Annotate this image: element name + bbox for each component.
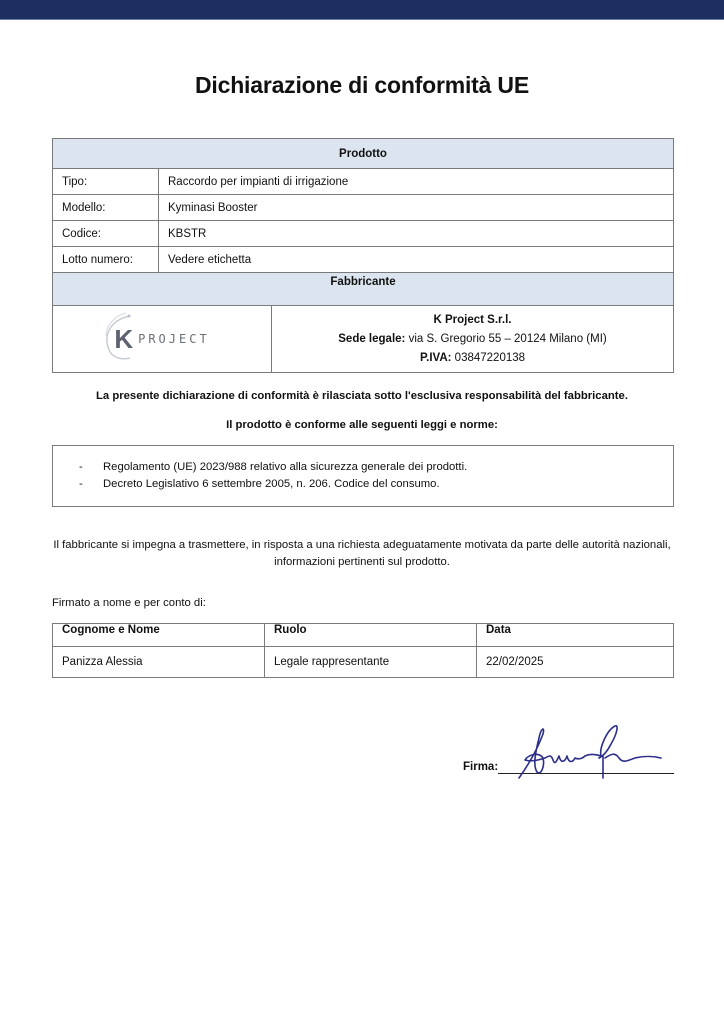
- logo-cell: [53, 306, 272, 372]
- table-row: [53, 647, 674, 678]
- product-section-header: Prodotto: [53, 139, 674, 169]
- name-header: Cognome e Nome: [53, 624, 265, 647]
- role-header: Ruolo: [265, 624, 477, 647]
- codice-label: Codice:: [53, 221, 159, 247]
- logo-letter: K: [114, 323, 133, 354]
- date-header: Data: [477, 624, 674, 647]
- logo-swirl-icon: [100, 312, 140, 362]
- table-row: [53, 169, 674, 195]
- name-value: Panizza Alessia: [53, 647, 265, 678]
- tipo-value: Raccordo per impianti di irrigazione: [159, 169, 674, 195]
- role-value: Legale rappresentante: [265, 647, 477, 678]
- date-value: 22/02/2025: [477, 647, 674, 678]
- table-row: [53, 247, 674, 273]
- handwritten-signature-icon: [515, 720, 665, 785]
- tipo-label: Tipo:: [53, 169, 159, 195]
- page-title: Dichiarazione di conformità UE: [195, 72, 529, 98]
- logo-text: PROJECT: [138, 332, 210, 346]
- company-address: Sede legale: via S. Gregorio 55 – 20124 Milano (MI): [338, 332, 607, 345]
- lotto-value: Vedere etichetta: [159, 247, 674, 273]
- laws-box: [52, 445, 674, 507]
- signed-on-behalf: Firmato a nome e per conto di:: [52, 597, 206, 609]
- company-logo: [114, 324, 209, 355]
- manufacturer-section-header: Fabbricante: [53, 273, 674, 306]
- company-name: K Project S.r.l.: [433, 313, 512, 326]
- signatory-table: [52, 623, 674, 678]
- lotto-label: Lotto numero:: [53, 247, 159, 273]
- list-item: - Decreto Legislativo 6 settembre 2005, n. 206. Codice del consumo.: [79, 478, 440, 490]
- responsibility-statement: La presente dichiarazione di conformità è rilasciata sotto l'esclusiva responsabilità del fabbricante.: [96, 390, 628, 402]
- header-bar: [0, 0, 724, 20]
- table-row: [53, 221, 674, 247]
- modello-label: Modello:: [53, 195, 159, 221]
- manufacturer-info: [272, 306, 674, 372]
- list-item: - Regolamento (UE) 2023/988 relativo alla sicurezza generale dei prodotti.: [79, 461, 468, 473]
- table-row: [53, 195, 674, 221]
- product-table: [52, 138, 674, 373]
- commitment-paragraph: Il fabbricante si impegna a trasmettere, in risposta a una richiesta adeguatamente motivata da parte delle autorità nazionali, informazioni pertinenti sul prodotto.: [53, 539, 671, 568]
- compliance-intro: Il prodotto è conforme alle seguenti leggi e norme:: [226, 419, 498, 431]
- firma-label: Firma:: [463, 761, 499, 773]
- codice-value: KBSTR: [159, 221, 674, 247]
- company-vat: P.IVA: 03847220138: [419, 351, 526, 364]
- modello-value: Kyminasi Booster: [159, 195, 674, 221]
